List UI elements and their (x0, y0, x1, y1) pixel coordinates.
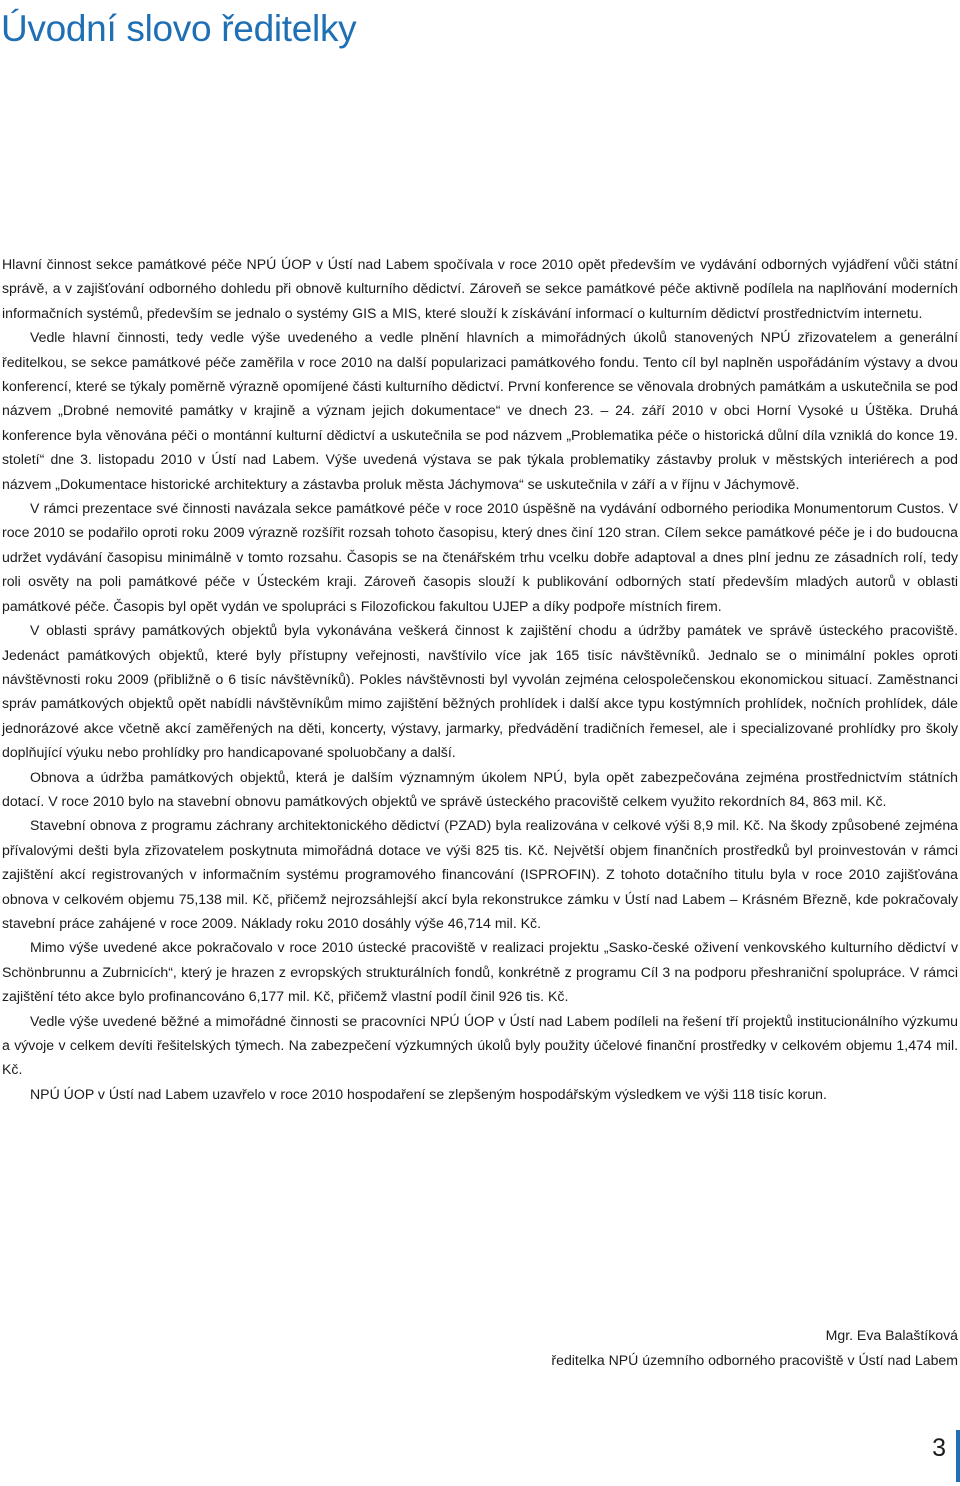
signature-role: ředitelka NPÚ územního odborného pracoviště v Ústí nad Labem (551, 1351, 958, 1368)
paragraph: V oblasti správy památkových objektů byla vykonávána veškerá činnost k zajištění chodu a údržby památek ve správě ústeckého pracoviště. Jedenáct památkových objektů, které byly přístupny veřejnosti, navštívilo více jak 165 tisíc návštěvníků. Jednalo se o minimální pokles oproti návštěvnosti roku 2009 (přibližně o 6 tisíc návštěvníků). Pokles návštěvnosti byl vyvolán zejména celospolečenskou ekonomickou situací. Zaměstnanci správ památkových objektů opět nabídli návštěvníkům mimo zajištění běžných prohlídek i další akce typu kostýmních prohlídek, nočních prohlídek, dále jednorázové akce včetně akcí zaměřených na děti, koncerty, výstavy, jarmarky, předvádění tradičních řemesel, ale i specializované prohlídky pro školy doplňující výuku nebo prohlídky pro handicapované spoluobčany a další. (2, 622, 958, 761)
paragraph: Mimo výše uvedené akce pokračovalo v roce 2010 ústecké pracoviště v realizaci projektu „Sasko-české oživení venkovského kulturního dědictví v Schönbrunnu a Zubrnicích“, který je hrazen z evropských strukturálních fondů, konkrétně z programu Cíl 3 na podporu přeshraniční spolupráce. V rámci zajištění této akce bylo profinancováno 6,177 mil. Kč, přičemž vlastní podíl činil 926 tis. Kč. (2, 939, 958, 1005)
page-number: 3 (932, 1434, 946, 1462)
paragraph: NPÚ ÚOP v Ústí nad Labem uzavřelo v roce 2010 hospodaření se zlepšeným hospodářským výsledkem ve výši 118 tisíc korun. (30, 1085, 827, 1102)
page-accent-bar (956, 1430, 960, 1482)
signature-block (358, 1323, 958, 1372)
paragraph: Vedle hlavní činnosti, tedy vedle výše uvedeného a vedle plnění hlavních a mimořádných úkolů stanovených NPÚ zřizovatelem a generální ředitelkou, se sekce památkové péče zaměřila v roce 2010 na další popularizaci památkového fondu. Tento cíl byl naplněn uspořádáním výstavy a dvou konferencí, které se týkaly poměrně výrazně opomíjené části kulturního dědictví. První konference se věnovala drobných památkám a uskutečnila se pod názvem „Drobné nemovité památky v krajině a význam jejich dokumentace“ ve dnech 23. – 24. září 2010 v obci Horní Vysoké u Úštěka. Druhá konference byla věnována péči o montánní kulturní dědictví a uskutečnila se pod názvem „Problematika péče o historická důlní díla vzniklá do konce 19. století“ dne 3. listopadu 2010 v Ústí nad Labem. Výše uvedená výstava se pak týkala problematiky zástavby proluk v městských interiérech a pod názvem „Dokumentace historické architektury a zástavba proluk města Jáchymova“ se uskutečnila v září a v říjnu v Jáchymově. (2, 329, 958, 492)
paragraph: Stavební obnova z programu záchrany architektonického dědictví (PZAD) byla realizována v celkové výši 8,9 mil. Kč. Na škody způsobené zejména přívalovými dešti byla zřizovatelem poskytnuta mimořádná dotace ve výši 825 tis. Kč. Největší objem finančních prostředků byl proinvestován v rámci zajištění akcí registrovaných v informačním systému programového financování (ISPROFIN). Z tohoto dotačního titulu byla v roce 2010 zajišťována obnova v celkovém objemu 75,138 mil. Kč, přičemž nejrozsáhlejší akcí byla rekonstrukce zámku v Ústí nad Labem – Krásném Březně, kde pokračovaly stavební práce zahájené v roce 2009. Náklady roku 2010 dosáhly výše 46,714 mil. Kč. (2, 817, 958, 931)
paragraph: Vedle výše uvedené běžné a mimořádné činnosti se pracovníci NPÚ ÚOP v Ústí nad Labem podíleli na řešení tří projektů institucionálního výzkumu a vývoje v celkem devíti řešitelských týmech. Na zabezpečení výzkumných úkolů byly použity účelové finanční prostředky v celkovém objemu 1,474 mil. Kč. (2, 1012, 958, 1078)
signature-name: Mgr. Eva Balaštíková (825, 1327, 958, 1343)
paragraph: Obnova a údržba památkových objektů, která je dalším významným úkolem NPÚ, byla opět zabezpečována zejména prostřednictvím státních dotací. V roce 2010 bylo na stavební obnovu památkových objektů ve správě ústeckého pracoviště celkem využito rekordních 84, 863 mil. Kč. (2, 768, 958, 809)
page-title: Úvodní slovo ředitelky (1, 8, 357, 49)
paragraph: Hlavní činnost sekce památkové péče NPÚ ÚOP v Ústí nad Labem spočívala v roce 2010 opět především ve vydávání odborných vyjádření vůči státní správě, a v zajišťování odborného dohledu při obnově kulturního dědictví. Zároveň se sekce památkové péče aktivně podílela na naplňování moderních informačních systémů, především se jednalo o systémy GIS a MIS, které slouží k získávání informací o kulturním dědictví prostřednictvím internetu. (2, 256, 958, 321)
paragraph: V rámci prezentace své činnosti navázala sekce památkové péče v roce 2010 úspěšně na vydávání odborného periodika Monumentorum Custos. V roce 2010 se podařilo oproti roku 2009 výrazně rozšířit rozsah tohoto časopisu, který dnes činí 120 stran. Cílem sekce památkové péče je i do budoucna udržet vydávání časopisu minimálně v tomto rozsahu. Časopis se na čtenářském trhu vcelku dobře adaptoval a dnes plní jednu ze zásadních rolí, tedy roli osvěty na poli památkové péče v Ústeckém kraji. Zároveň časopis slouží k publikování odborných statí především mladých autorů v oblasti památkové péče. Časopis byl opět vydán ve spolupráci s Filozofickou fakultou UJEP a díky podpoře místních firem. (2, 500, 958, 614)
document-body (2, 252, 958, 1106)
